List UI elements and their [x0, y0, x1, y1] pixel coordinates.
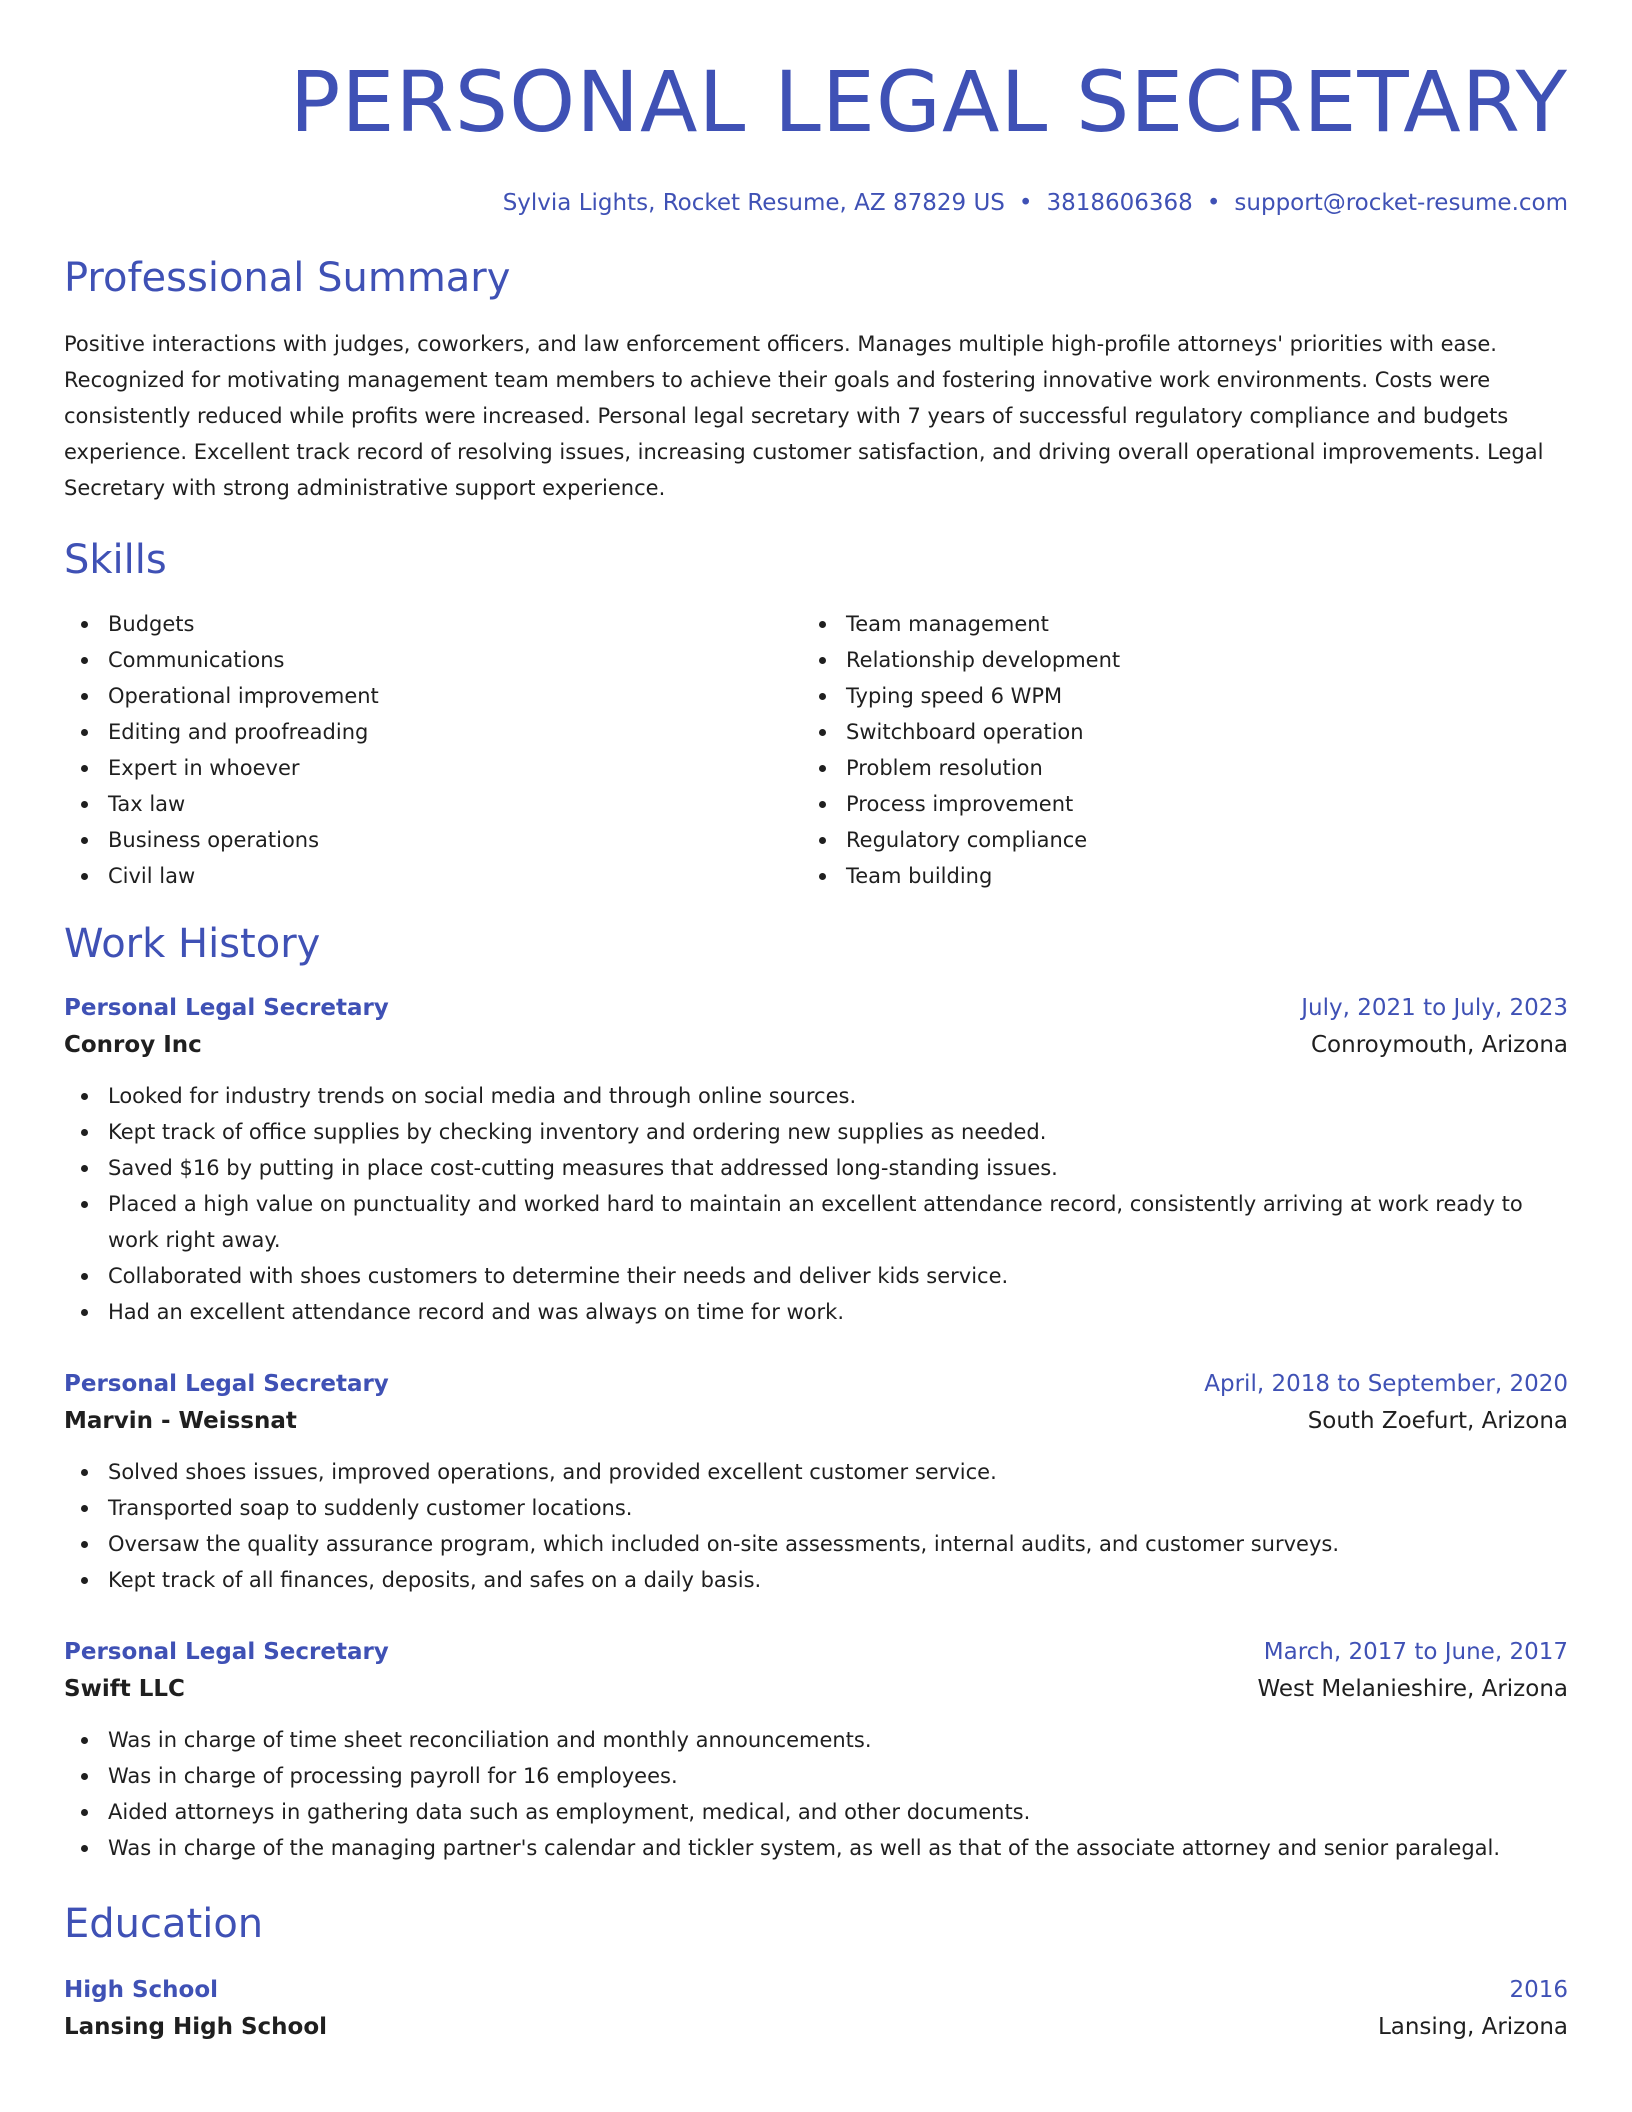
- skills-column-left: [64, 606, 802, 894]
- job-bullets: [64, 1454, 1568, 1598]
- job-header-row: [64, 990, 1568, 1026]
- job-bullet: Kept track of all finances, deposits, and safes on a daily basis.: [64, 1562, 1568, 1598]
- summary-text: Positive interactions with judges, coworkers, and law enforcement officers. Manages multiple high-profile attorneys' priorities with ease. Recognized for motivating management team members to achieve their goals and fostering innovative work environments. Costs were consistently reduced while profits were increased. Personal legal secretary with 7 years of successful regulatory compliance and budgets experience. Excellent track record of resolving issues, increasing customer satisfaction, and driving overall operational improvements. Legal Secretary with strong administrative support experience.: [64, 332, 1544, 500]
- education-section: [64, 1898, 1568, 2046]
- skill-item: Civil law: [64, 858, 802, 894]
- job-location: South Zoefurt, Arizona: [1307, 1408, 1568, 1434]
- skill-item: Budgets: [64, 606, 802, 642]
- job-company-row: [64, 1670, 1568, 1708]
- skill-item: Process improvement: [802, 786, 1540, 822]
- job-company-row: [64, 1026, 1568, 1064]
- job-title: Personal Legal Secretary: [64, 1371, 389, 1397]
- education-year: 2016: [1509, 1977, 1568, 2003]
- candidate-title: PERSONAL LEGAL SECRETARY: [289, 53, 1568, 151]
- job-bullet: Solved shoes issues, improved operations, and provided excellent customer service.: [64, 1454, 1568, 1490]
- education-school-row: [64, 2008, 1568, 2046]
- education-header-row: [64, 1972, 1568, 2008]
- education-heading: Education: [64, 1901, 264, 1947]
- contact-email: support@rocket-resume.com: [1234, 190, 1568, 216]
- education-entry: [64, 1972, 1568, 2046]
- job-dates: March, 2017 to June, 2017: [1263, 1639, 1568, 1665]
- job-title: Personal Legal Secretary: [64, 1639, 389, 1665]
- job-bullet: Saved $16 by putting in place cost-cutting measures that addressed long-standing issues.: [64, 1150, 1568, 1186]
- job-bullet: Aided attorneys in gathering data such as employment, medical, and other documents.: [64, 1794, 1568, 1830]
- skill-item: Tax law: [64, 786, 802, 822]
- skill-item: Team building: [802, 858, 1540, 894]
- skill-item: Operational improvement: [64, 678, 802, 714]
- job-company: Marvin - Weissnat: [64, 1408, 297, 1434]
- contact-phone: 3818606368: [1046, 190, 1193, 216]
- education-school: Lansing High School: [64, 2014, 328, 2040]
- job-bullets: [64, 1722, 1568, 1866]
- skills-heading: Skills: [64, 537, 167, 583]
- skill-item: Regulatory compliance: [802, 822, 1540, 858]
- job-company: Conroy Inc: [64, 1032, 202, 1058]
- job-entry: [64, 990, 1568, 1330]
- skill-item: Problem resolution: [802, 750, 1540, 786]
- job-dates: July, 2021 to July, 2023: [1301, 995, 1568, 1021]
- job-header-row: [64, 1634, 1568, 1670]
- job-entry: [64, 1366, 1568, 1598]
- skills-column-right: [802, 606, 1540, 894]
- skill-item: Relationship development: [802, 642, 1540, 678]
- work-history-section: [64, 918, 1568, 1866]
- skill-item: Team management: [802, 606, 1540, 642]
- job-bullet: Placed a high value on punctuality and worked hard to maintain an excellent attendance record, consistently arriving at work ready to work right away.: [64, 1186, 1568, 1258]
- job-location: Conroymouth, Arizona: [1310, 1032, 1568, 1058]
- job-bullet: Collaborated with shoes customers to determine their needs and deliver kids service.: [64, 1258, 1568, 1294]
- skill-item: Editing and proofreading: [64, 714, 802, 750]
- contact-address: Sylvia Lights, Rocket Resume, AZ 87829 US: [502, 190, 1005, 216]
- education-location: Lansing, Arizona: [1377, 2014, 1568, 2040]
- education-degree: High School: [64, 1977, 219, 2003]
- job-bullet: Kept track of office supplies by checking inventory and ordering new supplies as needed.: [64, 1114, 1568, 1150]
- professional-summary-section: [64, 252, 1568, 506]
- job-bullet: Transported soap to suddenly customer locations.: [64, 1490, 1568, 1526]
- contact-line: [64, 188, 1568, 218]
- skill-item: Typing speed 6 WPM: [802, 678, 1540, 714]
- job-company-row: [64, 1402, 1568, 1440]
- summary-heading: Professional Summary: [64, 255, 511, 301]
- skill-item: Expert in whoever: [64, 750, 802, 786]
- job-entry: [64, 1634, 1568, 1866]
- job-bullet: Was in charge of the managing partner's calendar and tickler system, as well as that of the associate attorney and senior paralegal.: [64, 1830, 1568, 1866]
- contact-separator: •: [1018, 190, 1033, 216]
- work-history-heading: Work History: [64, 921, 321, 967]
- skills-section: [64, 534, 1568, 894]
- contact-separator: •: [1206, 190, 1221, 216]
- job-dates: April, 2018 to September, 2020: [1204, 1371, 1568, 1397]
- job-location: West Melanieshire, Arizona: [1257, 1676, 1568, 1702]
- job-company: Swift LLC: [64, 1676, 185, 1702]
- job-title: Personal Legal Secretary: [64, 995, 389, 1021]
- skill-item: Communications: [64, 642, 802, 678]
- job-bullet: Was in charge of time sheet reconciliation and monthly announcements.: [64, 1722, 1568, 1758]
- job-bullet: Looked for industry trends on social media and through online sources.: [64, 1078, 1568, 1114]
- skills-grid: [64, 606, 1568, 894]
- job-bullets: [64, 1078, 1568, 1330]
- job-bullet: Had an excellent attendance record and was always on time for work.: [64, 1294, 1568, 1330]
- skill-item: Switchboard operation: [802, 714, 1540, 750]
- job-bullet: Oversaw the quality assurance program, which included on-site assessments, internal audits, and customer surveys.: [64, 1526, 1568, 1562]
- job-header-row: [64, 1366, 1568, 1402]
- job-bullet: Was in charge of processing payroll for 16 employees.: [64, 1758, 1568, 1794]
- skill-item: Business operations: [64, 822, 802, 858]
- resume-header: [64, 0, 1568, 218]
